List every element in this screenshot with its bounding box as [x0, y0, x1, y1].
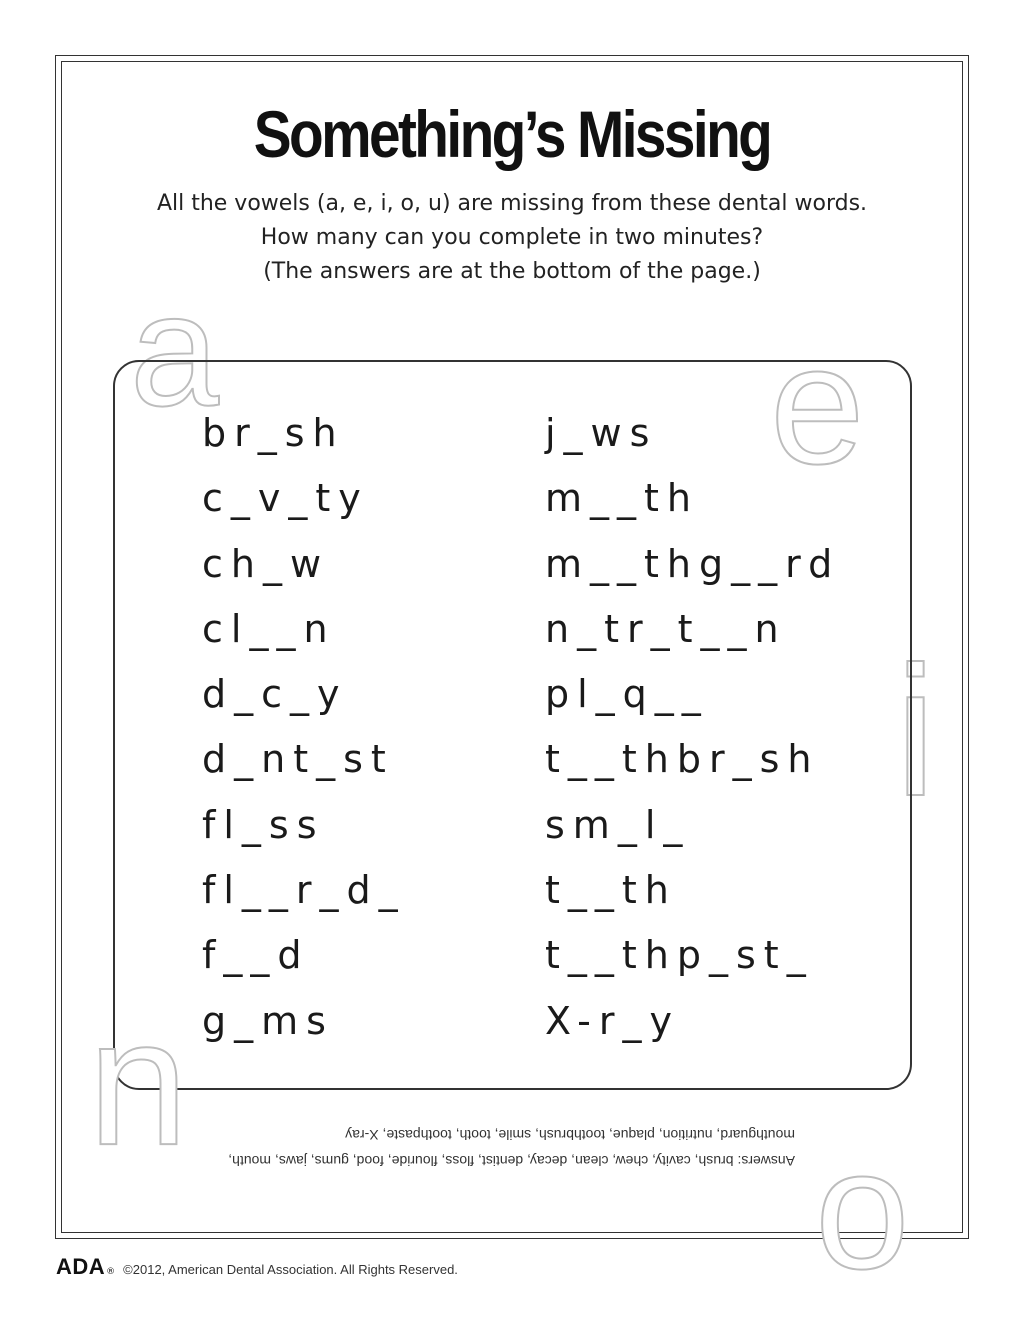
- decor-vowel-e: e: [770, 310, 865, 500]
- puzzle-word: t__th: [545, 868, 677, 913]
- puzzle-word: br_sh: [202, 411, 345, 455]
- puzzle-word: t__thbr_sh: [545, 737, 820, 782]
- puzzle-word: d_c_y: [202, 672, 348, 717]
- decor-vowel-i: i: [895, 629, 937, 835]
- footer: [56, 1254, 458, 1284]
- puzzle-word: n_tr_t__n: [545, 606, 787, 651]
- puzzle-word: d_nt_st: [202, 737, 394, 782]
- puzzle-word: cl__n: [202, 606, 336, 651]
- puzzle-word: pl_q__: [545, 672, 709, 717]
- ada-logo: ADA: [56, 1254, 106, 1279]
- word-column-left: [202, 402, 406, 1055]
- puzzle-word: c_v_ty: [202, 476, 369, 521]
- puzzle-word: ch_w: [202, 541, 330, 586]
- puzzle-word: m__thg__rd: [545, 541, 841, 586]
- answer-line: mouthguard, nutrition, plaque, toothbrush, smile, tooth, toothpaste, X-ray: [345, 1127, 795, 1143]
- decor-vowel-o: o: [815, 1115, 910, 1305]
- puzzle-word: sm_l_: [545, 802, 691, 847]
- answer-line: Answers: brush, cavity, chew, clean, decay, dentist, floss, flouride, food, gums, jaws, mouth,: [228, 1153, 795, 1169]
- intro-line: How many can you complete in two minutes?: [260, 225, 764, 250]
- puzzle-word: m__th: [545, 476, 699, 521]
- puzzle-word: f__d: [202, 933, 310, 978]
- puzzle-word: fl_ss: [202, 802, 325, 847]
- decor-vowel-a: a: [130, 260, 219, 439]
- word-column-right: [545, 402, 840, 1055]
- intro-line: (The answers are at the bottom of the page.): [263, 259, 761, 284]
- puzzle-word: t__thp_st_: [545, 933, 814, 978]
- puzzle-word: j_ws: [545, 411, 658, 455]
- intro-line: All the vowels (a, e, i, o, u) are missing from these dental words.: [156, 191, 868, 216]
- page-title: Something’s Missing: [253, 97, 771, 171]
- copyright-text: ©2012, American Dental Association. All Rights Reserved.: [123, 1262, 458, 1277]
- puzzle-word: X-r_y: [545, 998, 680, 1043]
- puzzle-word: g_ms: [202, 998, 334, 1043]
- decor-vowel-u: u: [88, 1010, 189, 1211]
- answer-key-upside-down: [230, 1122, 795, 1174]
- registered-mark: ®: [106, 1267, 116, 1277]
- puzzle-word: fl__r_d_: [202, 868, 406, 913]
